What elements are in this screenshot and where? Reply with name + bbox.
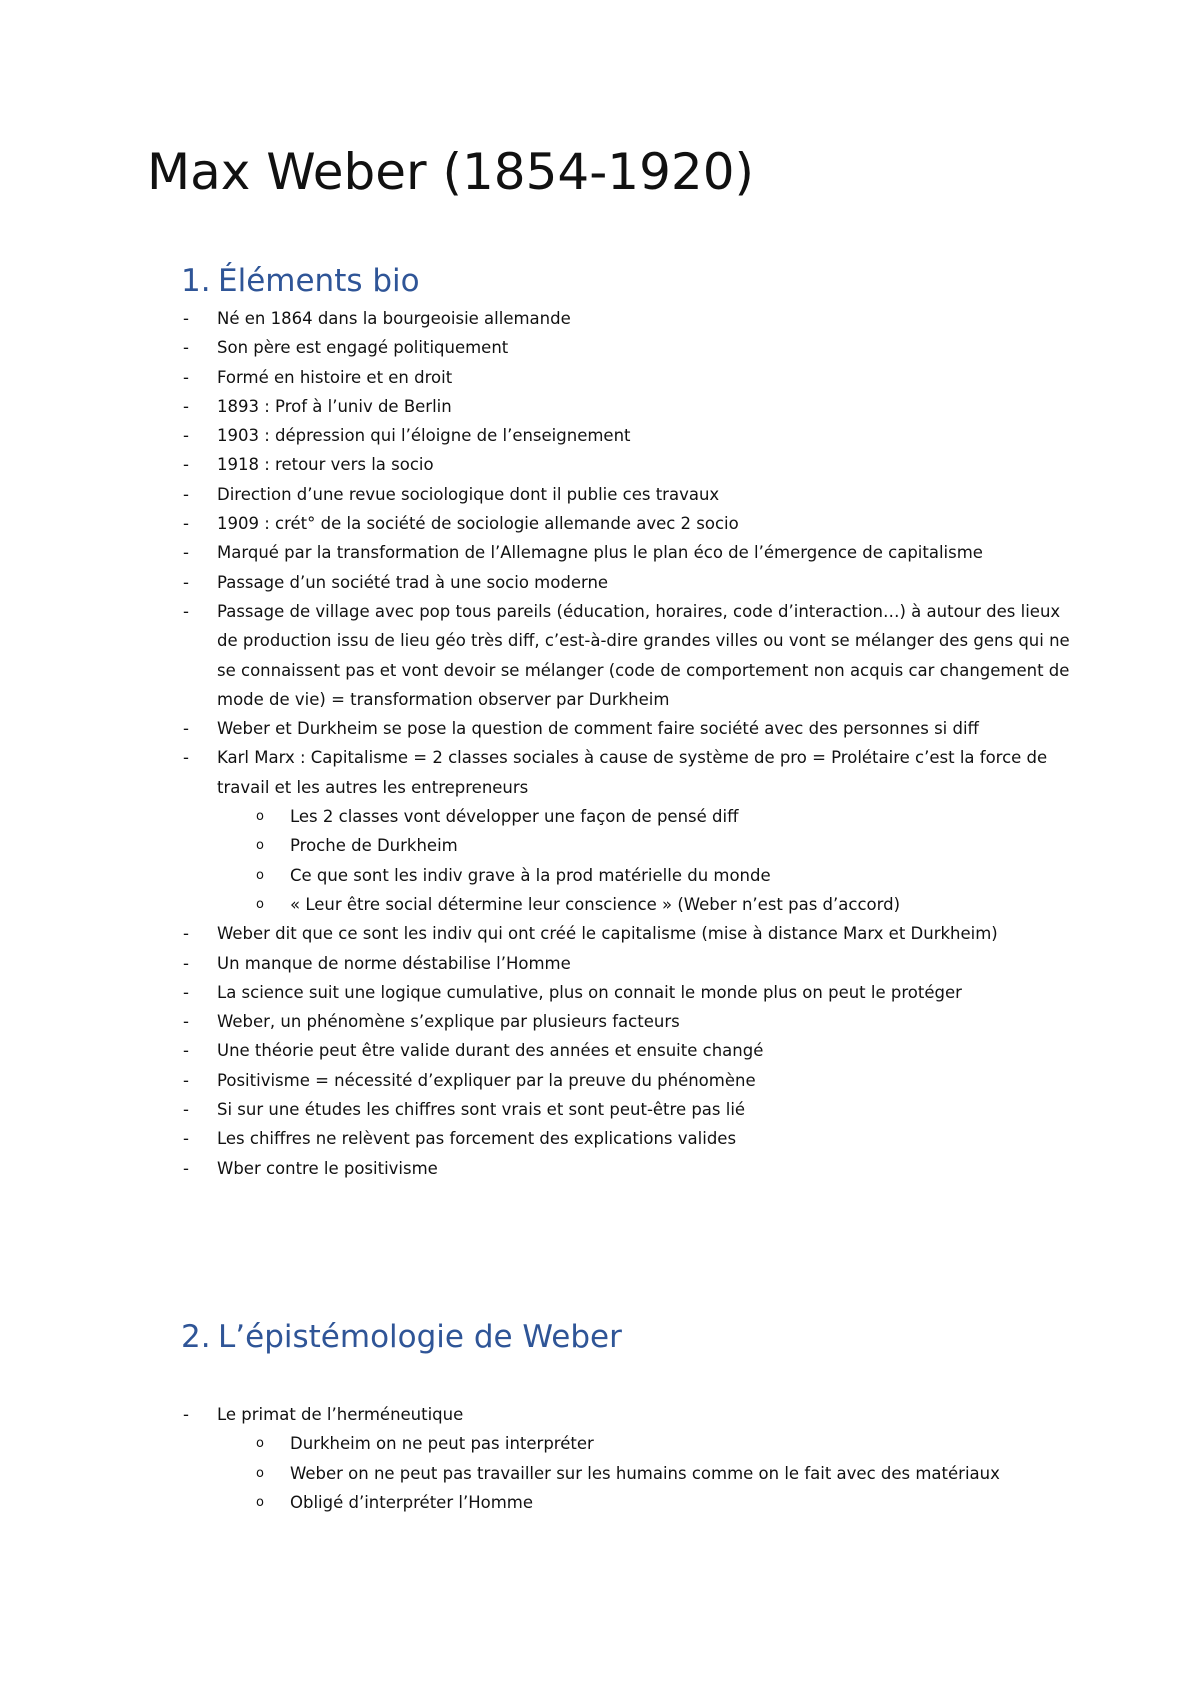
list-item-text: Le primat de l’herméneutique (217, 1405, 464, 1424)
list-item-text: Une théorie peut être valide durant des années et ensuite changé (217, 1041, 764, 1061)
sub-list-item (0, 1488, 1200, 1517)
list-item-text: Weber et Durkheim se pose la question de comment faire société avec des personnes si diff (217, 719, 979, 739)
list-item-text: Weber on ne peut pas travailler sur les humains comme on le fait avec des matériaux (290, 1463, 1000, 1483)
bullet-marker: - (183, 1405, 189, 1424)
list-item-text: Positivisme = nécessité d’expliquer par la preuve du phénomène (217, 1070, 756, 1090)
sub-list-item (0, 890, 1200, 919)
bullet-marker: - (183, 1129, 189, 1149)
list-item-text: Marqué par la transformation de l’Allemagne plus le plan éco de l’émergence de capitalisme (217, 543, 983, 563)
list-item-text: La science suit une logique cumulative, plus on connait le monde plus on peut le protéger (217, 982, 962, 1002)
bullet-marker: - (183, 1041, 189, 1061)
bullet-marker: - (183, 953, 189, 973)
list-item (0, 919, 1200, 948)
list-item (0, 421, 1200, 450)
list-item (0, 1007, 1200, 1036)
sub-bullet-marker: o (256, 838, 264, 854)
sub-list-item (0, 1459, 1200, 1488)
list-item (0, 333, 1200, 362)
list-item-text: Un manque de norme déstabilise l’Homme (217, 953, 571, 973)
list-item-text: 1909 : crét° de la société de sociologie allemande avec 2 socio (217, 514, 739, 534)
bullet-marker: - (183, 572, 189, 592)
list-item-text: Si sur une études les chiffres sont vrais et sont peut-être pas lié (217, 1100, 746, 1120)
list-item-text: Né en 1864 dans la bourgeoisie allemande (217, 309, 571, 328)
list-item (0, 978, 1200, 1007)
bullet-marker: - (183, 748, 189, 768)
bullet-marker: - (183, 338, 189, 358)
list-item (0, 949, 1200, 978)
list-item (0, 1095, 1200, 1124)
bullet-marker: - (183, 719, 189, 739)
list-item-text: Weber, un phénomène s’explique par plusieurs facteurs (217, 1012, 680, 1032)
list-item (0, 568, 1200, 597)
list-item-text: Karl Marx : Capitalisme = 2 classes sociales à cause de système de pro = Prolétaire c’est la force de travail et les autres les entrepreneurs (217, 748, 1048, 797)
section-heading-elements-bio (181, 261, 420, 301)
bullet-marker: - (183, 1070, 189, 1090)
list-item-text: Weber dit que ce sont les indiv qui ont créé le capitalisme (mise à distance Marx et Durkheim) (217, 924, 998, 944)
sub-list-item (0, 861, 1200, 890)
list-item-text: Direction d’une revue sociologique dont il publie ces travaux (217, 484, 720, 504)
list-item-text: Son père est engagé politiquement (217, 338, 509, 358)
list-item-text: Les 2 classes vont développer une façon de pensé diff (290, 807, 739, 827)
list-item-text: Formé en histoire et en droit (217, 367, 453, 387)
document-title: Max Weber (1854-1920) (147, 143, 755, 201)
bullet-marker: - (183, 1012, 189, 1032)
bullet-marker: - (183, 1158, 189, 1178)
sub-list-item (0, 802, 1200, 831)
bullet-marker: - (183, 601, 189, 621)
bullet-marker: - (183, 396, 189, 416)
section-heading-text: Éléments bio (218, 263, 420, 299)
list-item (0, 392, 1200, 421)
bullet-marker: - (183, 543, 189, 563)
sub-bullet-marker: o (256, 896, 264, 912)
sub-bullet-marker: o (256, 1465, 264, 1481)
sub-bullet-marker: o (256, 867, 264, 883)
bullet-marker: - (183, 924, 189, 944)
list-item-text: 1918 : retour vers la socio (217, 455, 434, 475)
list-item (0, 509, 1200, 538)
bullet-marker: - (183, 367, 189, 387)
sub-list-item (0, 831, 1200, 860)
bullet-list-epistemologie (0, 1400, 1200, 1517)
section-number: 2. (181, 1319, 211, 1355)
list-item-text: Obligé d’interpréter l’Homme (290, 1492, 533, 1512)
list-item-text: « Leur être social détermine leur conscience » (Weber n’est pas d’accord) (290, 894, 901, 914)
list-item-text: Wber contre le positivisme (217, 1158, 438, 1178)
bullet-marker: - (183, 309, 189, 328)
list-item (0, 538, 1200, 567)
list-item (0, 1124, 1200, 1153)
list-item (0, 714, 1200, 743)
list-item-text: Durkheim on ne peut pas interpréter (290, 1434, 594, 1454)
list-item-text: Passage d’un société trad à une socio moderne (217, 572, 609, 592)
list-item-text: Ce que sont les indiv grave à la prod matérielle du monde (290, 865, 771, 885)
list-item (0, 597, 1200, 714)
list-item (0, 480, 1200, 509)
list-item (0, 1036, 1200, 1065)
section-number: 1. (181, 263, 211, 299)
list-item (0, 363, 1200, 392)
list-item (0, 1154, 1200, 1183)
list-item-text: Proche de Durkheim (290, 836, 458, 856)
list-item (0, 450, 1200, 479)
bullet-marker: - (183, 426, 189, 446)
list-item (0, 1066, 1200, 1095)
bullet-marker: - (183, 455, 189, 475)
bullet-marker: - (183, 982, 189, 1002)
list-item (0, 743, 1200, 802)
section-heading-text: L’épistémologie de Weber (218, 1319, 622, 1355)
list-item-text: 1893 : Prof à l’univ de Berlin (217, 396, 452, 416)
sub-bullet-marker: o (256, 1436, 264, 1452)
list-item-text: Passage de village avec pop tous pareils (éducation, horaires, code d’interaction…) à autour des lieux de production issu de lieu géo très diff, c’est-à-dire grandes villes ou vont se mélanger des gens qui ne se connaissent pas et vont devoir se mélanger (code de comportement non acquis car changement de mode de vie) = transformation observer par Durkheim (217, 601, 1070, 709)
bullet-list-elements-bio (0, 304, 1200, 1183)
list-item-text: 1903 : dépression qui l’éloigne de l’enseignement (217, 426, 631, 446)
bullet-marker: - (183, 514, 189, 534)
list-item (0, 304, 1200, 333)
bullet-marker: - (183, 1100, 189, 1120)
list-item (0, 1400, 1200, 1429)
section-heading-epistemologie (181, 1317, 622, 1357)
sub-bullet-marker: o (256, 809, 264, 825)
sub-bullet-marker: o (256, 1494, 264, 1510)
bullet-marker: - (183, 484, 189, 504)
sub-list-item (0, 1429, 1200, 1458)
list-item-text: Les chiffres ne relèvent pas forcement des explications valides (217, 1129, 737, 1149)
